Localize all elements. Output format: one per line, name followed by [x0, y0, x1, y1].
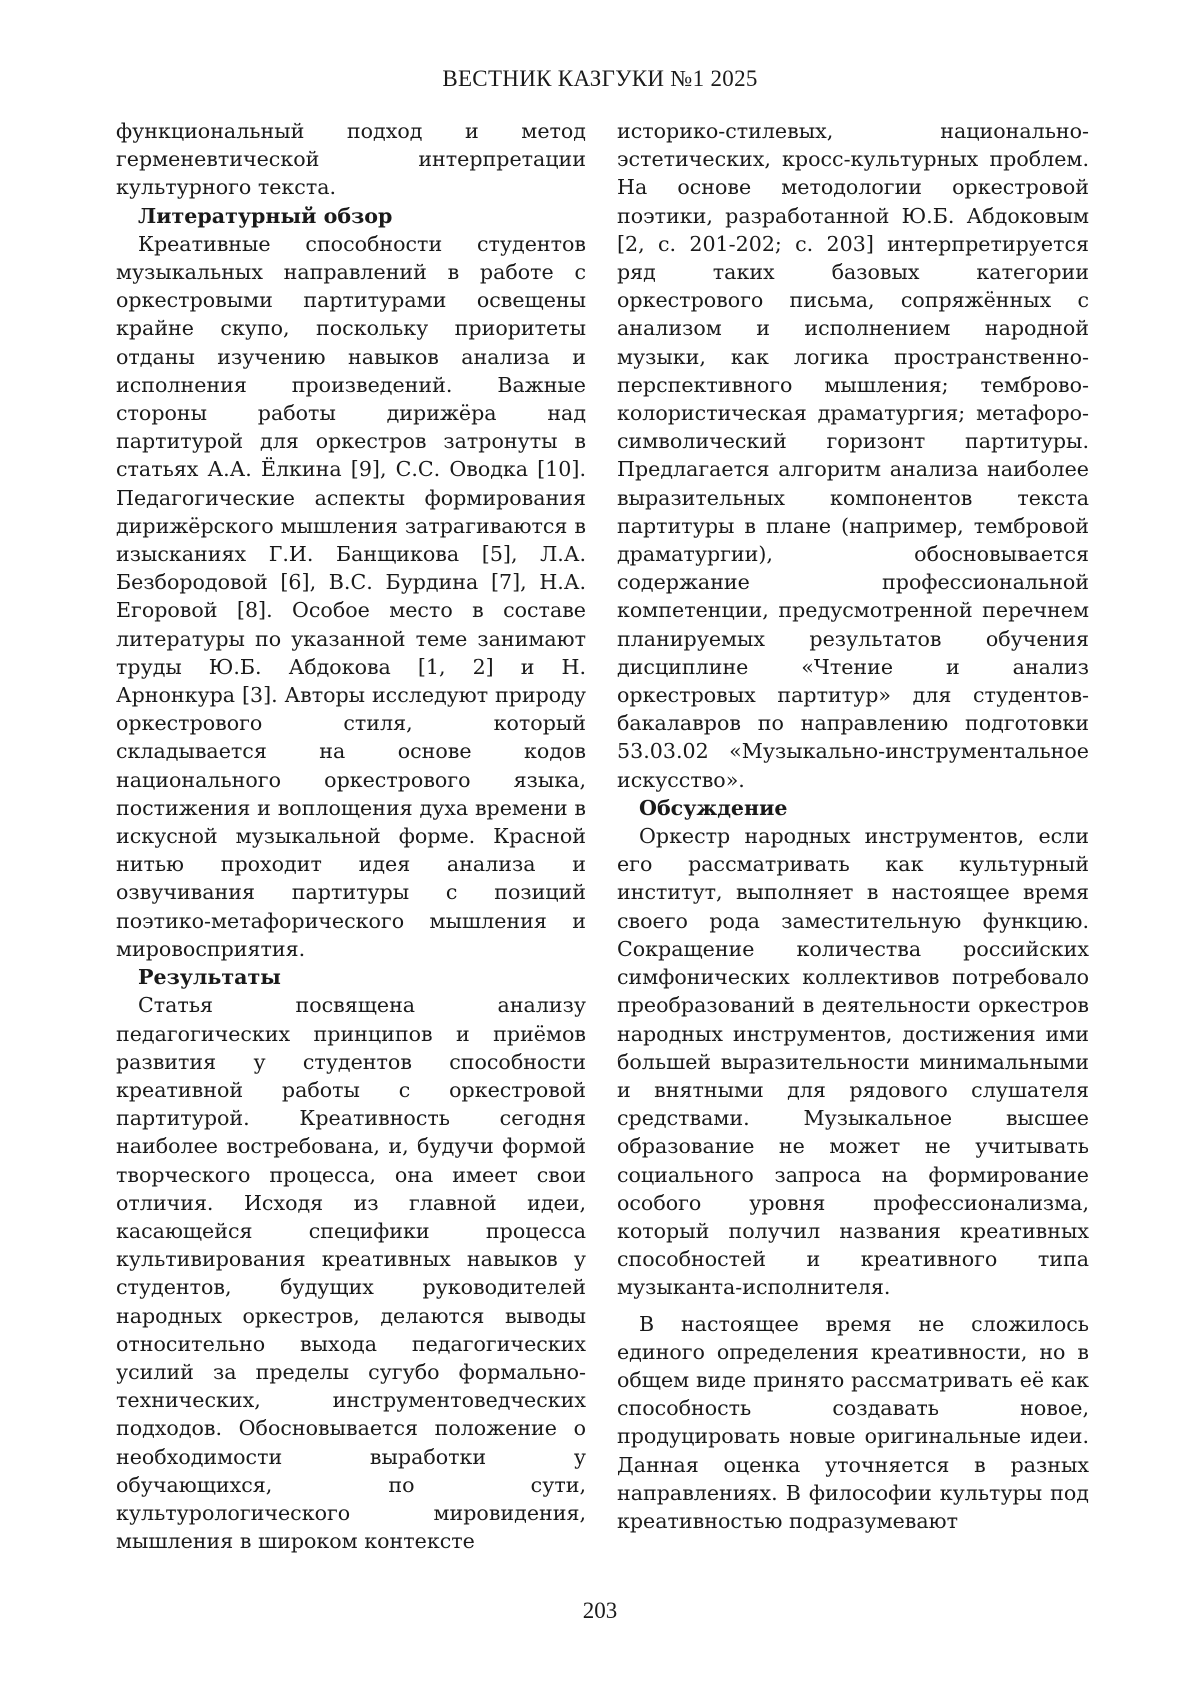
discussion-paragraph-1: Оркестр народных инструментов, если его рассматривать как культурный институт, выполняет в настоящее время своего рода заместительную функцию. Сокращение количества российских симфонических коллективов потребовало преобразований в деятельности оркестров народных инструментов, достижения ими большей выразительности минимальными и внятными для рядового слушателя средствами. Музыкальное высшее образование не может не учитывать социального запроса на формирование особого уровня профессионализма, который получил названия креативных способностей и креативного типа музыканта-исполнителя.	[617, 824, 1089, 1300]
literature-review-paragraph: Креативные способности студентов музыкальных направлений в работе с оркестровыми партитурами освещены крайне скупо, поскольку приоритеты отданы изучению навыков анализа и исполнения произведений. Важные стороны работы дирижёра над партитурой для оркестров затронуты в статьях А.А. Ёлкина [9], С.С. Оводка [10]. Педагогические аспекты формирования дирижёрского мышления затрагиваются в изысканиях Г.И. Банщикова [5], Л.А. Безбородовой [6], В.С. Бурдина [7], Н.А. Егоровой [8]. Особое место в составе литературы по указанной теме занимают труды Ю.Б. Абдокова [1, 2] и Н. Арнонкура [3]. Авторы исследуют природу оркестрового стиля, который складывается на основе кодов национального оркестрового языка, постижения и воплощения духа времени в искусной музыкальной форме. Красной нитью проходит идея анализа и озвучивания партитуры с позиций поэтико-метафорического мышления и мировосприятия.	[116, 231, 586, 961]
running-title: ВЕСТНИК КАЗГУКИ №1 2025	[442, 66, 758, 91]
page-number: 203	[582, 1598, 618, 1623]
section-heading-results: Результаты	[138, 965, 281, 990]
results-continuation: историко-стилевых, национально-эстетических, кросс-культурных проблем. На основе методологии оркестровой поэтики, разработанной Ю.Б. Абдоковым [2, с. 201-202; с. 203] интерпретируется ряд таких базовых категории оркестрового письма, сопряжённых с анализом и исполнением народной музыки, как логика пространственно-перспективного мышления; темброво-колористическая драматургия; метафоро-символический горизонт партитуры. Предлагается алгоритм анализа наиболее выразительных компонентов текста партитуры в плане (например, тембровой драматургии), обосновывается содержание профессиональной компетенции, предусмотренной перечнем планируемых результатов обучения дисциплине «Чтение и анализ оркестровых партитур» для студентов-бакалавров по направлению подготовки 53.03.02 «Музыкально-инструментальное искусство».	[617, 119, 1089, 792]
left-column	[116, 117, 586, 1555]
section-heading-literature-review: Литературный обзор	[138, 203, 393, 228]
results-paragraph: Статья посвящена анализу педагогических принципов и приёмов развития у студентов способности креативной работы с оркестровой партитурой. Креативность сегодня наиболее востребована, и, будучи формой творческого процесса, она имеет свои отличия. Исходя из главной идеи, касающейся специфики процесса культивирования креативных навыков у студентов, будущих руководителей народных оркестров, делаются выводы относительно выхода педагогических усилий за пределы сугубо формально-технических, инструментоведческих подходов. Обосновывается положение о необходимости выработки у обучающихся, по сути, культурологического мировидения, мышления в широком контексте	[116, 993, 586, 1554]
right-column	[617, 117, 1089, 1535]
section-heading-discussion: Обсуждение	[639, 795, 788, 820]
discussion-paragraph-2: В настоящее время не сложилось единого определения креативности, но в общем виде принято рассматривать её как способность создавать новое, продуцировать новые оригинальные идеи. Данная оценка уточняется в разных направлениях. В философии культуры под креативностью подразумевают	[617, 1311, 1089, 1533]
intro-continuation: функциональный подход и метод герменевтической интерпретации культурного текста.	[116, 119, 586, 200]
